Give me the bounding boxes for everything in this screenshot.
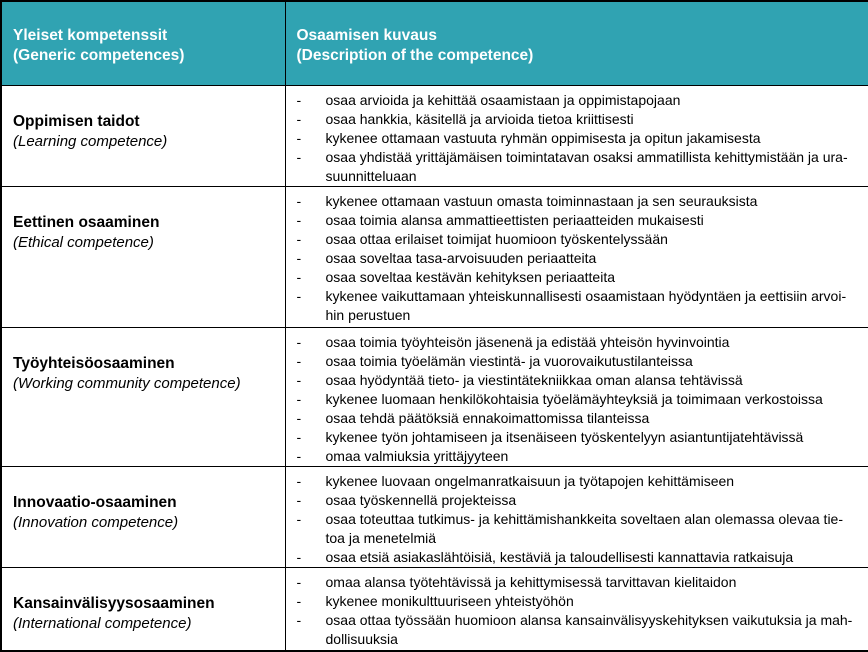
bullet-item — [297, 211, 861, 230]
bullet-item — [297, 333, 861, 352]
competence-name-en: (Working community competence) — [13, 374, 241, 392]
competence-name-en: (Learning competence) — [13, 132, 168, 150]
bullet-text: osaa soveltaa kestävän kehityksen periaatteita — [325, 268, 616, 285]
bullet-item — [297, 548, 861, 567]
bullet-dash: - — [296, 409, 302, 426]
bullet-dash: - — [296, 192, 302, 209]
bullet-item — [297, 268, 861, 287]
table-row — [1, 85, 868, 186]
bullet-dash: - — [296, 428, 302, 445]
bullet-dash: - — [296, 249, 302, 266]
competence-name-fi: Työyhteisöosaaminen — [13, 354, 175, 372]
bullet-item — [297, 249, 861, 268]
bullet-dash: - — [296, 287, 302, 304]
bullet-dash: - — [296, 592, 302, 609]
bullet-text: osaa tehdä päätöksiä ennakoimattomissa tilanteissa — [325, 409, 650, 426]
competence-cell-learning — [1, 85, 285, 186]
bullet-item — [297, 129, 861, 148]
bullet-item — [297, 428, 861, 447]
bullet-item — [297, 148, 861, 186]
bullet-text: kykenee ottamaan vastuuta ryhmän oppimisesta ja opitun jakamisesta — [325, 129, 761, 146]
bullet-text: osaa soveltaa tasa-arvoisuuden periaatteita — [325, 249, 597, 266]
bullet-item — [297, 472, 861, 491]
bullet-text: kykenee ottamaan vastuun omasta toiminnastaan ja sen seurauksista — [325, 192, 758, 209]
bullet-text: osaa etsiä asiakaslähtöisiä, kestäviä ja taloudellisesti kannattavia ratkaisuja — [325, 548, 794, 565]
bullet-item — [297, 371, 861, 390]
bullet-item — [297, 491, 861, 510]
bullet-dash: - — [296, 390, 302, 407]
description-cell — [285, 85, 868, 186]
bullet-text: kykenee luomaan henkilökohtaisia työelämäyhteyksiä ja toimimaan verkostoissa — [325, 390, 823, 407]
bullet-text: osaa ottaa työssään huomioon alansa kansainvälisyyskehityksen vaikutuksia ja mah-dollisuuksia — [325, 611, 853, 647]
competence-name-en: (Ethical competence) — [13, 233, 154, 251]
bullet-dash: - — [296, 352, 302, 369]
header-col2-subtitle: (Description of the competence) — [296, 47, 534, 64]
bullet-text: osaa ottaa erilaiset toimijat huomioon työskentelyssään — [325, 230, 668, 247]
bullet-text: kykenee luovaan ongelmanratkaisuun ja työtapojen kehittämiseen — [325, 472, 735, 489]
header-description — [285, 1, 868, 85]
bullet-item — [297, 230, 861, 249]
competence-cell-ethical — [1, 186, 285, 327]
bullet-dash: - — [296, 491, 302, 508]
header-col1-title: Yleiset kompetenssit — [13, 27, 168, 44]
bullet-dash: - — [296, 148, 302, 165]
competence-cell-international — [1, 567, 285, 651]
bullet-text: omaa alansa työtehtävissä ja kehittymisessä tarvittavan kielitaidon — [325, 573, 737, 590]
header-col1-subtitle: (Generic competences) — [13, 47, 185, 64]
bullet-dash: - — [296, 472, 302, 489]
bullet-item — [297, 510, 861, 548]
competence-name-fi: Oppimisen taidot — [13, 112, 140, 130]
bullet-item — [297, 352, 861, 371]
bullet-text: osaa hyödyntää tieto- ja viestintätekniikkaa oman alansa tehtävissä — [325, 371, 743, 388]
bullet-item — [297, 409, 861, 428]
table-row — [1, 567, 868, 651]
table-row — [1, 327, 868, 466]
bullet-dash: - — [296, 110, 302, 127]
description-cell — [285, 466, 868, 567]
bullet-text: osaa toimia työelämän viestintä- ja vuorovaikutustilanteissa — [325, 352, 693, 369]
competence-name-fi: Kansainvälisyysosaaminen — [13, 594, 215, 612]
bullet-item — [297, 390, 861, 409]
bullet-text: osaa työskennellä projekteissa — [325, 491, 517, 508]
bullet-item — [297, 91, 861, 110]
table-row — [1, 186, 868, 327]
table-header-row — [1, 1, 868, 85]
bullet-dash: - — [296, 268, 302, 285]
bullet-dash: - — [296, 211, 302, 228]
bullet-text: kykenee vaikuttamaan yhteiskunnallisesti osaamistaan hyödyntäen ja eettisiin arvoi-hin perustuen — [325, 287, 847, 323]
bullet-text: osaa toteuttaa tutkimus- ja kehittämishankkeita soveltaen alan olemassa olevaa tie-toa ja menetelmiä — [325, 510, 844, 546]
bullet-dash: - — [296, 129, 302, 146]
bullet-text: osaa hankkia, käsitellä ja arvioida tietoa kriittisesti — [325, 110, 634, 127]
bullet-item — [297, 592, 861, 611]
bullet-text: kykenee työn johtamiseen ja itsenäiseen työskentelyyn asiantuntijatehtävissä — [325, 428, 804, 445]
bullet-text: osaa toimia alansa ammattieettisten periaatteiden mukaisesti — [325, 211, 704, 228]
competence-name-en: (International competence) — [13, 614, 192, 632]
bullet-item — [297, 287, 861, 325]
header-col2-title: Osaamisen kuvaus — [296, 27, 437, 44]
bullet-dash: - — [296, 573, 302, 590]
bullet-dash: - — [296, 230, 302, 247]
bullet-dash: - — [296, 333, 302, 350]
description-cell — [285, 327, 868, 466]
bullet-item — [297, 447, 861, 466]
bullet-dash: - — [296, 371, 302, 388]
competence-name-en: (Innovation competence) — [13, 513, 179, 531]
bullet-text: osaa toimia työyhteisön jäsenenä ja edistää yhteisön hyvinvointia — [325, 333, 730, 350]
bullet-text: kykenee monikulttuuriseen yhteistyöhön — [325, 592, 574, 609]
bullet-item — [297, 192, 861, 211]
competence-name-fi: Innovaatio-osaaminen — [13, 493, 177, 511]
bullet-dash: - — [296, 611, 302, 628]
bullet-text: omaa valmiuksia yrittäjyyteen — [325, 447, 509, 464]
bullet-item — [297, 573, 861, 592]
bullet-item — [297, 611, 861, 649]
competence-cell-working-community — [1, 327, 285, 466]
description-cell — [285, 567, 868, 651]
bullet-text: osaa arvioida ja kehittää osaamistaan ja oppimistapojaan — [325, 91, 681, 108]
bullet-item — [297, 110, 861, 129]
bullet-text: osaa yhdistää yrittäjämäisen toimintatavan osaksi ammatillista kehittymistään ja ura-suunnitteluaan — [325, 148, 848, 184]
competence-cell-innovation — [1, 466, 285, 567]
bullet-dash: - — [296, 91, 302, 108]
bullet-dash: - — [296, 510, 302, 527]
bullet-dash: - — [296, 548, 302, 565]
description-cell — [285, 186, 868, 327]
bullet-dash: - — [296, 447, 302, 464]
table-row — [1, 466, 868, 567]
competence-name-fi: Eettinen osaaminen — [13, 213, 160, 231]
header-generic-competences — [1, 1, 285, 85]
